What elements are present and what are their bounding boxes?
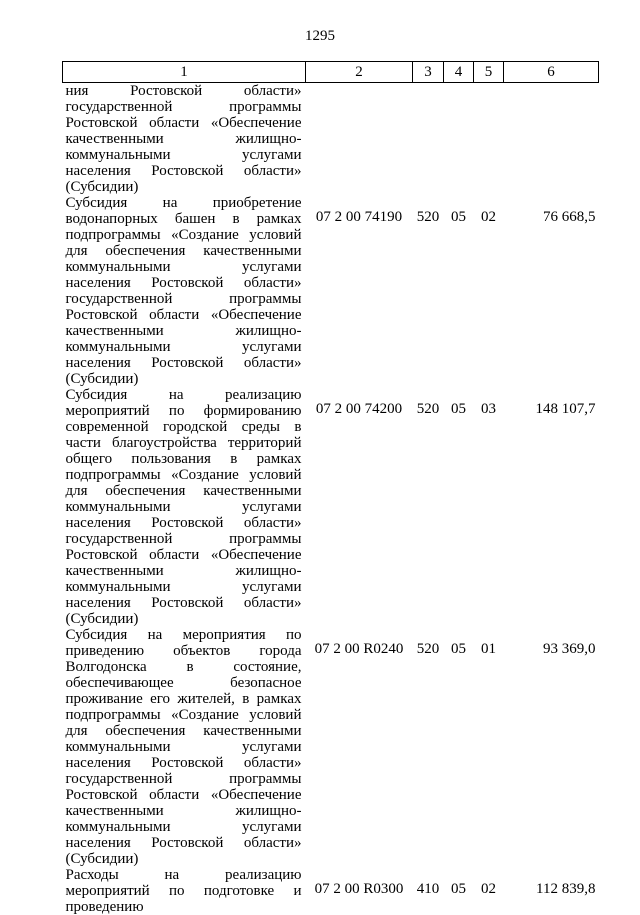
row-amount: 76 668,5 [543, 209, 596, 225]
row-subsection: 02 [481, 209, 496, 225]
page-number: 1295 [305, 28, 335, 44]
row-expense-type [413, 83, 444, 196]
row-section [444, 83, 474, 196]
column-header-5: 5 [474, 62, 504, 83]
row-amount: 148 107,7 [535, 401, 596, 417]
row-code [306, 83, 413, 196]
row-amount: 93 369,0 [543, 641, 596, 657]
row-name: Расходы на реализацию мероприятий по подготовке и проведению [65, 867, 302, 915]
row-code: 07 2 00 R0240 [314, 641, 404, 657]
row-subsection: 01 [481, 641, 496, 657]
column-header-1: 1 [63, 62, 306, 83]
row-name: Субсидия на реализацию мероприятий по формированию современной городской среды в части благоустройства территорий общего пользования в рамках подпрограммы «Создание условий для обеспечения качественными коммунальными услугами населения Ростовской области» государственной программы Ростовской области «Обеспечение качественными жилищно-коммунальными услугами населения Ростовской области» (Субсидии) [65, 387, 302, 627]
row-expense-type: 410 [416, 881, 440, 897]
row-code: 07 2 00 74200 [315, 401, 403, 417]
row-subsection: 03 [481, 401, 496, 417]
column-header-4: 4 [444, 62, 474, 83]
table-row [63, 195, 599, 387]
table-row [63, 867, 599, 915]
row-amount [504, 83, 599, 196]
row-name: Субсидия на приобретение водонапорных башен в рамках подпрограммы «Создание условий для обеспечения качественными коммунальными услугами населения Ростовской области» государственной программы Ростовской области «Обеспечение качественными жилищно-коммунальными услугами населения Ростовской области» (Субсидии) [65, 195, 302, 387]
row-subsection [474, 83, 504, 196]
column-header-3: 3 [413, 62, 444, 83]
table-row [63, 83, 599, 196]
row-expense-type: 520 [416, 401, 440, 417]
budget-table [62, 61, 599, 915]
row-section: 05 [451, 641, 466, 657]
row-code: 07 2 00 74190 [315, 209, 403, 225]
row-code: 07 2 00 R0300 [314, 881, 404, 897]
row-expense-type: 520 [416, 641, 440, 657]
column-header-2: 2 [306, 62, 413, 83]
row-amount: 112 839,8 [536, 881, 596, 897]
header-row [63, 62, 599, 83]
row-name: ния Ростовской области» государственной программы Ростовской области «Обеспечение качественными жилищно-коммунальными услугами населения Ростовской области» (Субсидии) [65, 83, 302, 195]
column-header-6: 6 [504, 62, 599, 83]
table-row [63, 387, 599, 627]
table-row [63, 627, 599, 867]
row-expense-type: 520 [416, 209, 440, 225]
row-name: Субсидия на мероприятия по приведению объектов города Волгодонска в состояние, обеспечивающее безопасное проживание его жителей, в рамках подпрограммы «Создание условий для обеспечения качественными коммунальными услугами населения Ростовской области» государственной программы Ростовской области «Обеспечение качественными жилищно-коммунальными услугами населения Ростовской области» (Субсидии) [65, 627, 302, 867]
row-section: 05 [451, 401, 466, 417]
row-section: 05 [451, 209, 466, 225]
row-section: 05 [451, 881, 466, 897]
row-subsection: 02 [481, 881, 496, 897]
